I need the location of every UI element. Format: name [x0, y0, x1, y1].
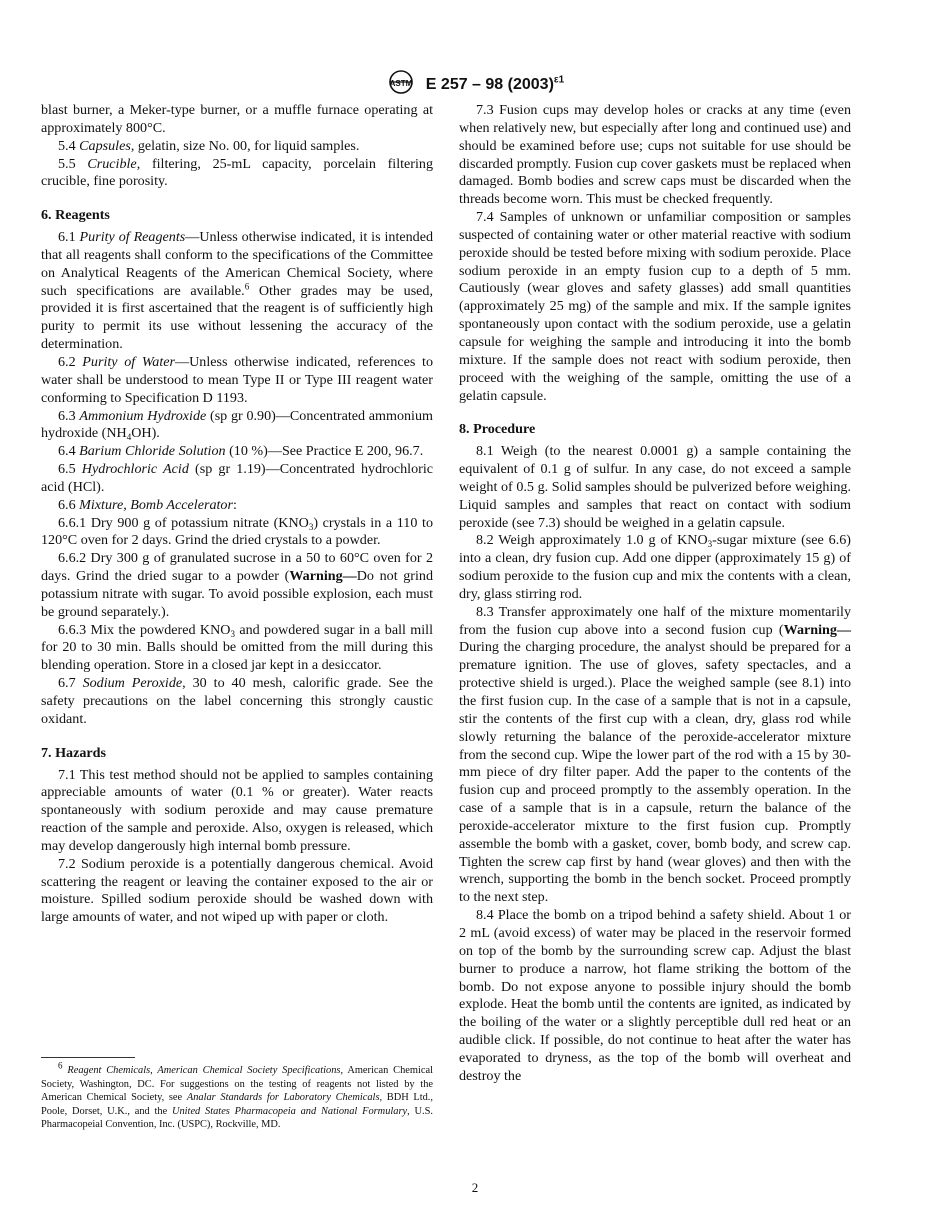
paragraph: blast burner, a Meker-type burner, or a muffle furnace operating at approximately 800°C. — [41, 102, 433, 136]
paragraph-8-1: 8.1 Weigh (to the nearest 0.0001 g) a sample containing the equivalent of 0.1 g of sulfur. In any case, do not exceed a sample weight of 0.5 g. Solid samples should be pulverized before weighing. Liquid samples and samples that react on contact with sodium peroxide (see 7.3) should be weighed in a gelatin capsule. — [459, 443, 851, 531]
paragraph-6-6-2: 6.6.2 Dry 300 g of granulated sucrose in a 50 to 60°C oven for 2 days. Grind the dried sugar to a powder (Warning—Do not grind potassium nitrate with sugar. To avoid possible explosion, each must be ground separately.). — [41, 550, 434, 620]
footnote — [41, 1060, 434, 1132]
paragraph-6-5: 6.5 Hydrochloric Acid (sp gr 1.19)—Concentrated hydrochloric acid (HCl). — [41, 461, 434, 495]
paragraph-6-1: 6.1 Purity of Reagents—Unless otherwise indicated, it is intended that all reagents shall conform to the specifications of the Committee on Analytical Reagents of the American Chemical Society, where such specifications are available.$^6$ Other grades may be used, provided it is first ascertained that the reagent is of sufficiently high purity to permit its use without lessening the accuracy of the determination. — [41, 229, 434, 353]
page-number: 2 — [471, 1180, 479, 1195]
paragraph-6-3: 6.3 Ammonium Hydroxide (sp gr 0.90)—Concentrated ammonium hydroxide $(NH_4OH)$. — [41, 407, 433, 443]
paragraph-7-4: 7.4 Samples of unknown or unfamiliar composition or samples suspected of containing water or other material reactive with sodium peroxide should be tested before mixing with sodium peroxide. Place sodium peroxide in an empty fusion cup to a depth of 5 mm. Cautiously (wear gloves and safety glasses) add small quantities (approximately 25 mg) of the sample and mix. If the sample ignites spontaneously upon contact with the sodium peroxide, use a gelatin capsule for weighing the sample and introducing it into the bomb mixture. If the sample does not react with sodium peroxide, then proceed with the weighing of the sample, omitting the use of a gelatin capsule. — [459, 209, 851, 404]
footnote-ref: 6 — [244, 280, 250, 291]
paragraph-6-6-3: 6.6.3 Mix the powdered $KNO_3$ and powdered sugar in a ball mill for 20 to 30 min. Balls should be omitted from the mill during this blending operation. Store in a closed jar kept in a desiccator. — [41, 621, 433, 674]
page-header — [0, 70, 950, 99]
right-column — [459, 102, 851, 1086]
paragraph-7-3: 7.3 Fusion cups may develop holes or cracks at any time (even when relatively new, but especially after long and continued use) and should be examined before use; cups not suitable for use should be discarded promptly. Fusion cup cover gaskets must be replaced when damaged. Bomb bodies and screw caps must be discarded when the threads become worn. This must be checked frequently. — [459, 102, 851, 208]
paragraph-6-6-1: 6.6.1 Dry 900 g of potassium nitrate $(KNO_3)$ crystals in a 110 to 120°C oven for 2 days. Grind the dried crystals to a powder. — [41, 514, 433, 549]
left-column — [41, 102, 433, 927]
paragraph-6-2: 6.2 Purity of Water—Unless otherwise indicated, references to water shall be understood to mean Type II or Type III reagent water conforming to Specification D 1193. — [41, 353, 433, 406]
paragraph-8-2: 8.2 Weigh approximately 1.0 g of $KNO_3$-sugar mixture (see 6.6) into a clean, dry fusion cup. Add one dipper (approximately 15 g) of sodium peroxide to the fusion cup and mix the contents with a clean, dry, glass stirring rod. — [459, 532, 851, 602]
paragraph-7-2: 7.2 Sodium peroxide is a potentially dangerous chemical. Avoid scattering the reagent or leaving the container exposed to the air or moisture. Spilled sodium peroxide should be washed down with large amounts of water, and not wiped up with paper or cloth. — [41, 855, 433, 926]
section-heading-hazards: 7. Hazards — [41, 744, 106, 761]
paragraph-7-1: 7.1 This test method should not be applied to samples containing appreciable amounts of water (0.1 % or greater). Water reacts spontaneously with sodium peroxide and may cause premature reaction of the sample and peroxide. Also, oxygen is released, which may develop dangerously high internal bomb pressure. — [41, 766, 433, 854]
standard-designation: E 257 – 98 $(2003)^{\varepsilon 1}$ — [425, 74, 565, 93]
section-heading-reagents: 6. Reagents — [41, 207, 110, 224]
paragraph-8-3: 8.3 Transfer approximately one half of the mixture momentarily from the fusion cup above into a second fusion cup (Warning—During the charging procedure, the analyst should be prepared for a premature ignition. The use of gloves, safety spectacles, and a protective shield is urged.). Place the weighed sample (see 8.1) into the first fusion cup. In the case of a sample that is not in a capsule, stir the contents of the first cup with a clean, dry, glass rod while slowly returning the balance of the peroxide-accelerator mixture from the second cup. Wipe the lower part of the rod with a 15 by 30-mm piece of dry filter paper. Add the paper to the contents of the fusion cup and proceed promptly to the assembly operation. In the case of a sample that is in a capsule, return the balance of the peroxide-accelerator mixture to the first fusion cup. Promptly assemble the bomb with a gasket, cover, bomb body, and screw cap. Tighten the screw cap first by hand (wear gloves) and then with the wrench, supporting the bomb in the bench socket. Proceed promptly to the next step. — [459, 603, 851, 906]
svg-text:ASTM: ASTM — [389, 79, 413, 88]
paragraph-5-4: 5.4 Capsules, gelatin, size No. 00, for liquid samples. — [58, 137, 360, 154]
footnote-divider — [41, 1057, 135, 1058]
section-heading-procedure: 8. Procedure — [459, 421, 536, 438]
paragraph-8-4: 8.4 Place the bomb on a tripod behind a safety shield. About 1 or 2 mL (avoid excess) of water may be placed in the reservoir formed on top of the bomb by the surrounding screw cap. Adjust the blast burner to produce a narrow, hot flame striking the bottom of the bomb. Do not expose anyone to possible injury should the bomb explode. Heat the bomb until the contents are ignited, as indicated by the boiling of the water or a slightly perceptible dull red heat or an audible click. If possible, do not continue to heat after the water has evaporated to dryness, as the top of the bomb will overheat and destroy the — [459, 907, 851, 1084]
paragraph-5-5: 5.5 Crucible, filtering, 25-mL capacity, porcelain filtering crucible, fine porosity. — [41, 155, 433, 190]
astm-logo-icon — [386, 70, 416, 99]
paragraph-6-7: 6.7 Sodium Peroxide, 30 to 40 mesh, calorific grade. See the safety precautions on the label concerning this strongly caustic oxidant. — [41, 675, 433, 727]
paragraph-6-4: 6.4 Barium Chloride Solution (10 %)—See Practice E 200, 96.7. — [58, 443, 424, 460]
footnote-6: $^6$ Reagent Chemicals, American Chemical Society Specifications, American Chemical Society, Washington, DC. For suggestions on the testing of reagents not listed by the American Chemical Society, see Analar Standards for Laboratory Chemicals, BDH Ltd., Poole, Dorset, U.K., and the United States Pharmacopeia and National Formulary, U.S. Pharmacopeial Convention, Inc. (USPC), Rockville, MD. — [41, 1060, 434, 1131]
paragraph-6-6: 6.6 Mixture, Bomb Accelerator: — [58, 496, 237, 513]
